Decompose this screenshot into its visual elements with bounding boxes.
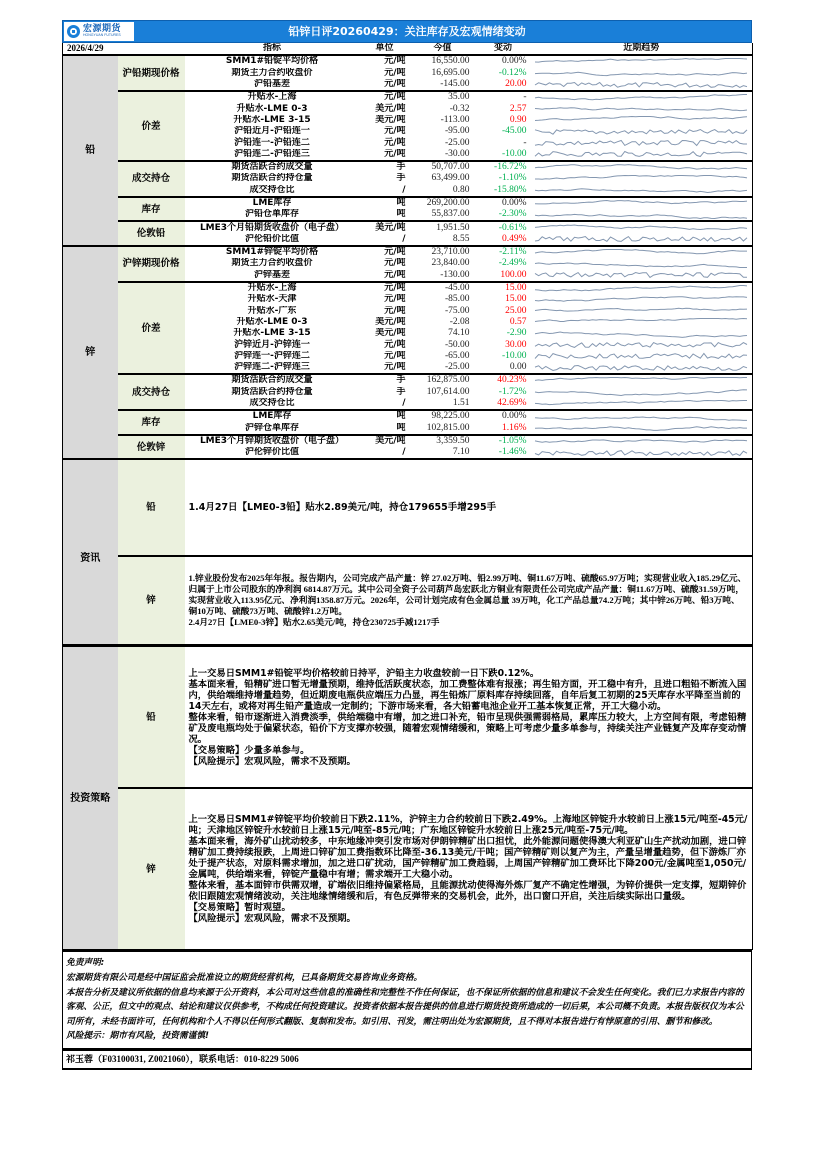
indicator-name: 沪锌基差 <box>253 269 290 280</box>
trend-sparkline <box>531 282 753 294</box>
indicator-name: 沪锌近月-沪锌连一 <box>234 339 310 350</box>
unit: 元/吨 <box>384 258 406 269</box>
col-unit: 单位 <box>360 43 410 55</box>
sparkline-icon <box>531 57 751 67</box>
strategy-paragraph: 上一交易日SMM1#铅锭平均价格较前日持平，沪铅主力收盘较前一日下跌0.12%。 <box>188 667 540 679</box>
sparkline-icon <box>531 185 751 195</box>
indicator-name: 沪铅连二-沪铅连三 <box>234 148 310 159</box>
sparkline-icon <box>531 423 751 433</box>
change-value: 25.00 <box>505 305 527 316</box>
contact-label: ，联系电话： <box>190 1054 245 1065</box>
indicator-name: LME3个月锌期货收盘价（电子盘） <box>185 435 360 447</box>
indicator-name: 期货主力合约收盘价 <box>231 67 313 78</box>
data-table <box>62 43 753 458</box>
current-value: 0.80 <box>452 184 470 195</box>
sparkline-icon <box>531 149 751 159</box>
current-value: 50,707.00 <box>410 161 476 173</box>
current-value: 1,951.50 <box>410 221 476 233</box>
unit: 元/吨 <box>384 79 406 90</box>
current-value: -50.00 <box>444 339 470 350</box>
current-value: -75.00 <box>444 305 470 316</box>
logo-cn-text: 宏源期货 <box>83 24 122 35</box>
change-value: -15.80% <box>494 184 527 195</box>
table-row <box>63 246 753 258</box>
trend-sparkline <box>531 185 753 197</box>
sparkline-icon <box>531 138 751 148</box>
analyst-name: 祁玉蓉 <box>66 1054 94 1065</box>
indicator-name: 沪铅连一-沪铅连二 <box>234 137 310 148</box>
strategy-paragraph: 上一交易日SMM1#锌锭平均价较前日下跌2.11%，沪锌主力合约较前日下跌2.49%。上海地区锌锭升水较前日上涨15元/吨至-45元/吨；天津地区锌锭升水较前日上涨15元/吨至-85元/吨；广东地区锌锭升水较前日上涨25元/吨至-75元/吨。 <box>188 814 748 837</box>
change-value: -10.00 <box>501 350 527 361</box>
unit: 元/吨 <box>384 339 406 350</box>
indicator-name: 升贴水-LME 0-3 <box>236 316 308 327</box>
table-row <box>63 282 753 294</box>
group-label: 库存 <box>118 410 185 435</box>
sparkline-icon <box>531 223 751 233</box>
table-row <box>63 161 753 173</box>
news-category: 资讯 <box>63 459 118 645</box>
unit: 美元/吨 <box>375 328 406 339</box>
strategy-paragraph: 【风险提示】宏观风险，需求不及预期。 <box>188 913 356 925</box>
trend-sparkline <box>531 270 753 282</box>
current-value: 23,710.00 <box>410 246 476 258</box>
change-value: -2.49% <box>498 258 527 269</box>
unit: / <box>402 447 406 458</box>
trend-sparkline <box>531 374 753 386</box>
table-row <box>63 221 753 233</box>
trend-sparkline <box>531 362 753 374</box>
logo-en-text: HONGYUAN FUTURES <box>83 33 121 38</box>
change-value: 100.00 <box>500 269 527 280</box>
news-zinc-text <box>185 556 753 645</box>
sparkline-icon <box>531 448 751 458</box>
sparkline-icon <box>531 284 751 294</box>
indicator-name: 期货活跃合约持仓量 <box>231 173 313 184</box>
indicator-name: 期货活跃合约成交量 <box>185 374 360 386</box>
trend-sparkline <box>531 328 753 339</box>
trend-sparkline <box>531 79 753 91</box>
trend-sparkline <box>531 435 753 447</box>
trend-sparkline <box>531 197 753 209</box>
news-table <box>62 458 753 645</box>
unit: 元/吨 <box>384 269 406 280</box>
change-value: 20.00 <box>505 79 527 90</box>
current-value: -145.00 <box>440 79 470 90</box>
trend-sparkline <box>531 398 753 410</box>
strategy-table <box>62 645 753 950</box>
indicator-name: SMM1#锌锭平均价格 <box>185 246 360 258</box>
trend-sparkline <box>531 149 753 161</box>
indicator-name: 沪铅仓单库存 <box>244 209 299 220</box>
sparkline-icon <box>531 295 751 305</box>
sparkline-icon <box>531 351 751 361</box>
indicator-name: 升贴水-LME 3-15 <box>233 114 311 125</box>
change-value: -16.72% <box>476 161 531 173</box>
change-value: -45.00 <box>501 126 527 137</box>
trend-sparkline <box>531 351 753 362</box>
unit: 元/吨 <box>384 148 406 159</box>
sparkline-icon <box>531 376 751 386</box>
change-value: -1.46% <box>498 447 527 458</box>
current-value: -2.08 <box>449 316 470 327</box>
change-value: -2.30% <box>498 209 527 220</box>
trend-sparkline <box>531 115 753 126</box>
trend-sparkline <box>531 55 753 67</box>
unit: 手 <box>396 173 406 184</box>
disclaimer-title: 免责声明: <box>66 958 105 969</box>
change-value: -1.72% <box>498 386 527 397</box>
indicator-name: 成交持仓比 <box>249 184 295 195</box>
current-value: -25.00 <box>444 137 470 148</box>
change-value: -0.61% <box>476 221 531 233</box>
strategy-paragraph: 整体来看，铅市逐渐进入消费淡季，供给端稳中有增，加之进口补充，铅市呈现供强需弱格局，累库压力较大，上方空间有限，考虑铅精矿及废电瓶均处于偏紧状态，铅价下方支撑亦较强，随着宏观情绪缓和，策略上可考虑少量多单参与，持续关注产业链复产及库存变动情况。 <box>188 711 747 745</box>
sparkline-icon <box>531 199 751 209</box>
unit: 吨 <box>360 410 410 422</box>
news-zinc-item-2: 2.4月27日【LME0-3锌】贴水2.65美元/吨，持仓230725手减1217手 <box>188 617 440 628</box>
current-value: 16,695.00 <box>431 67 470 78</box>
indicator-name: 升贴水-上海 <box>185 91 360 103</box>
table-row <box>63 374 753 386</box>
change-value: - <box>476 91 531 103</box>
unit: 元/吨 <box>360 91 410 103</box>
indicator-name: 升贴水-LME 0-3 <box>236 103 308 114</box>
trend-sparkline <box>531 161 753 173</box>
disclaimer-line: 风险提示：期市有风险，投资需谨慎! <box>66 1031 209 1042</box>
trend-sparkline <box>531 317 753 328</box>
change-value: 0.90 <box>509 114 527 125</box>
sparkline-icon <box>531 270 751 280</box>
indicator-name: 沪伦铅价比值 <box>244 233 299 244</box>
group-label: 成交持仓 <box>118 161 185 197</box>
current-value: 74.10 <box>448 328 470 339</box>
news-lead-text: 1.4月27日【LME0-3铅】贴水2.89美元/吨，持仓179655手增295手 <box>188 502 497 514</box>
change-value: 0.49% <box>501 233 527 244</box>
strategy-zinc-label: 锌 <box>118 788 185 950</box>
col-value: 今值 <box>410 43 476 55</box>
table-row <box>63 410 753 422</box>
indicator-name: SMM1#铅锭平均价格 <box>185 55 360 67</box>
change-value: -1.05% <box>476 435 531 447</box>
sparkline-icon <box>531 115 751 125</box>
indicator-name: 沪铅近月-沪铅连一 <box>234 126 310 137</box>
strategy-lead-text <box>185 646 753 788</box>
analyst-footer <box>62 1049 752 1070</box>
trend-sparkline <box>531 137 753 148</box>
indicator-name: 沪锌连二-沪锌连三 <box>234 362 310 373</box>
strategy-row-lead <box>63 646 753 788</box>
group-label: 价差 <box>118 282 185 374</box>
disclaimer-block <box>62 950 752 1049</box>
unit: 美元/吨 <box>375 114 406 125</box>
current-value: 107,614.00 <box>426 386 470 397</box>
change-value: 42.69% <box>497 398 527 409</box>
trend-sparkline <box>531 423 753 435</box>
sparkline-icon <box>531 127 751 137</box>
current-value: -113.00 <box>440 114 470 125</box>
sparkline-icon <box>531 399 751 409</box>
sparkline-icon <box>531 210 751 220</box>
indicator-name: 升贴水-广东 <box>247 305 297 316</box>
trend-sparkline <box>531 339 753 350</box>
change-value: -2.11% <box>476 246 531 258</box>
unit: 美元/吨 <box>360 221 410 233</box>
trend-sparkline <box>531 173 753 184</box>
trend-sparkline <box>531 126 753 137</box>
current-value: 162,875.00 <box>410 374 476 386</box>
current-value: 98,225.00 <box>410 410 476 422</box>
unit: 元/吨 <box>384 137 406 148</box>
unit: 元/吨 <box>384 294 406 305</box>
trend-sparkline <box>531 246 753 258</box>
current-value: 102,815.00 <box>426 422 470 433</box>
analyst-credentials: （F03100031, Z0021060） <box>93 1053 191 1064</box>
sparkline-icon <box>531 163 751 173</box>
indicator-name: 升贴水-上海 <box>185 282 360 294</box>
indicator-name: 升贴水-LME 3-15 <box>233 328 311 339</box>
indicator-name: 期货活跃合约持仓量 <box>231 386 313 397</box>
change-value: - <box>523 137 527 148</box>
group-label: 成交持仓 <box>118 374 185 410</box>
current-value: 3,359.50 <box>410 435 476 447</box>
unit: 元/吨 <box>360 282 410 294</box>
col-change: 变动 <box>476 43 531 55</box>
sparkline-icon <box>531 306 751 316</box>
change-value: -1.10% <box>498 173 527 184</box>
indicator-name: LME库存 <box>185 197 360 209</box>
unit: 元/吨 <box>360 55 410 67</box>
trend-sparkline <box>531 387 753 398</box>
current-value: 1.51 <box>452 398 470 409</box>
indicator-name: 沪锌仓单库存 <box>244 422 299 433</box>
sparkline-icon <box>531 412 751 422</box>
change-value: 0.00% <box>476 55 531 67</box>
change-value: 0.00 <box>509 362 527 373</box>
change-value: 0.57 <box>509 316 527 327</box>
current-value: -25.00 <box>444 362 470 373</box>
strategy-row-zinc <box>63 788 753 950</box>
current-value: -130.00 <box>440 269 470 280</box>
strategy-paragraph: 基本面来看，海外矿山扰动较多，中东地缘冲突引发市场对伊朗锌精矿出口担忧，此外能源问题使得澳大利亚矿山生产扰动加剧，进口锌精矿加工费持续报跌，上周进口锌矿加工费指数环比降至-36.13美元/干吨；国产锌精矿则以复产为主，产量呈增量趋势，但下游炼厂亦处于提产状态，对原料需求增加，加之进口矿扰动，国产锌精矿加工费趋弱，上周国产锌精矿加工费环比下降200元/金属吨至1,050元/金属吨，供给端来看，锌锭产量稳中有增；需求端开工大稳小动。 <box>188 836 747 881</box>
group-label: 伦敦锌 <box>118 435 185 459</box>
strategy-paragraph: 整体来看，基本面锌市供需双增，矿端依旧维持偏紧格局，且能源扰动使得海外炼厂复产不确定性增强，为锌价提供一定支撑，短期锌价依旧跟随宏观情绪波动，关注地缘情绪缓和后，有色反弹带来的交易机会，此外，出口窗口开启，关注后续实际出口量级。 <box>188 880 747 903</box>
current-value: -95.00 <box>444 126 470 137</box>
indicator-name: LME库存 <box>185 410 360 422</box>
strategy-lead-label: 铅 <box>118 646 185 788</box>
indicator-name: 升贴水-天津 <box>247 294 297 305</box>
unit: 吨 <box>396 422 406 433</box>
report-title: 铅锌日评20260429：关注库存及宏观情绪变动 <box>288 25 526 38</box>
unit: 手 <box>360 161 410 173</box>
unit: 吨 <box>396 209 406 220</box>
change-value: 15.00 <box>505 294 527 305</box>
sparkline-icon <box>531 248 751 258</box>
group-label: 沪铅期现价格 <box>118 55 185 91</box>
trend-sparkline <box>531 306 753 317</box>
sparkline-icon <box>531 363 751 373</box>
sparkline-icon <box>531 387 751 397</box>
change-value: 15.00 <box>476 282 531 294</box>
table-row <box>63 435 753 447</box>
indicator-name: 成交持仓比 <box>249 398 295 409</box>
group-label: 沪锌期现价格 <box>118 246 185 282</box>
unit: / <box>402 233 406 244</box>
indicator-name: 期货活跃合约成交量 <box>185 161 360 173</box>
current-value: 269,200.00 <box>410 197 476 209</box>
change-value: -2.90 <box>506 328 527 339</box>
report-date: 2026/4/29 <box>63 43 118 55</box>
sparkline-icon <box>531 93 751 103</box>
col-indicator: 指标 <box>185 43 360 55</box>
indicator-name: 沪锌连一-沪锌连二 <box>234 350 310 361</box>
unit: 美元/吨 <box>375 316 406 327</box>
current-value: 63,499.00 <box>431 173 470 184</box>
indicator-name: 沪伦锌价比值 <box>244 447 299 458</box>
unit: 美元/吨 <box>360 435 410 447</box>
unit: 元/吨 <box>384 350 406 361</box>
strategy-zinc-text <box>185 788 753 950</box>
change-value: 30.00 <box>505 339 527 350</box>
sparkline-icon <box>531 234 751 244</box>
group-label: 伦敦铅 <box>118 221 185 246</box>
current-value: 16,550.00 <box>410 55 476 67</box>
change-value: 1.16% <box>501 422 527 433</box>
table-row <box>63 55 753 67</box>
unit: / <box>402 398 406 409</box>
trend-sparkline <box>531 258 753 269</box>
current-value: -65.00 <box>444 350 470 361</box>
news-row-zinc <box>63 556 753 645</box>
sparkline-icon <box>531 68 751 78</box>
indicator-name: 期货主力合约收盘价 <box>231 258 313 269</box>
disclaimer-line: 宏源期货有限公司是经中国证监会批准设立的期货经营机构，已具备期货交易咨询业务资格。 <box>66 972 423 983</box>
current-value: 23,840.00 <box>431 258 470 269</box>
current-value: -30.00 <box>444 148 470 159</box>
contact-phone: 010-8229 5006 <box>244 1053 299 1064</box>
news-zinc-label: 锌 <box>118 556 185 645</box>
current-value: 55,837.00 <box>431 209 470 220</box>
trend-sparkline <box>531 294 753 305</box>
strategy-paragraph: 【风险提示】宏观风险，需求不及预期。 <box>188 755 356 767</box>
category-zinc: 锌 <box>63 246 118 458</box>
current-value: 7.10 <box>452 447 470 458</box>
news-lead-label: 铅 <box>118 459 185 556</box>
disclaimer-line: 本报告分析及建议所依据的信息均来源于公开资料，本公司对这些信息的准确性和完整性不作任何保证，也不保证所依据的信息和建议不会发生任何变化。我们已力求报告内容的客观、公正，但文中的观点、结论和建议仅供参考，不构成任何投资建议。投资者依据本报告提供的信息进行期货投资所造成的一切后果，本公司概不负责。本报告版权仅为本公司所有，未经书面许可，任何机构和个人不得以任何形式翻版、复制和发布。如引用、刊发，需注明出处为宏源期货，且不得对本报告进行有悖原意的引用、删节和修改。 <box>66 987 744 1027</box>
table-row <box>63 197 753 209</box>
unit: 手 <box>360 374 410 386</box>
unit: 元/吨 <box>384 67 406 78</box>
strategy-paragraph: 【交易策略】少量多单参与。 <box>188 744 310 756</box>
trend-sparkline <box>531 234 753 246</box>
news-zinc-item-1: 1.锌业股份发布2025年年报。报告期内，公司完成产品产量：锌 27.02万吨、铅2.99万吨、铜11.67万吨、硫酸65.97万吨；实现营业收入185.29亿元、归属于上市公司股东的净利润 6814.87万元。其中公司全资子公司葫芦岛宏跃北方铜业有限责任公司完成产品产量：铜11.67万吨、硫酸31.59万吨，实现营业收入113.95亿元、净利润1358.87万元。2026年，公司计划完成有色金属总量 39万吨，化工产品总量74.2万吨；其中锌26万吨、铅3万吨、铜10万吨、硫酸73万吨、硫酸锌1.2万吨。 <box>188 573 747 617</box>
strategy-paragraph: 基本面来看，铅精矿进口暂无增量预期，维持低活跃度状态，加工费整体难有报涨；再生铅方面，开工稳中有升，且进口粗铅不断流入国内，供给端维持增量趋势，但近期废电瓶供应端压力凸显，再生铅炼厂原料库存持续回落，自年后复工初期的25天库存水平降至当前的14天左右，或将对再生铅产量造成一定制约；下游市场来看，各大铅蓄电池企业开工基本恢复正常，开工大稳小动。 <box>188 678 747 712</box>
change-value: 0.00% <box>476 197 531 209</box>
indicator-name: 沪铅基差 <box>253 79 290 90</box>
unit: 吨 <box>360 197 410 209</box>
unit: 元/吨 <box>360 246 410 258</box>
strategy-paragraph: 【交易策略】暂时观望。 <box>188 902 291 914</box>
indicator-name: LME3个月铅期货收盘价（电子盘） <box>185 221 360 233</box>
report-page <box>62 20 752 1070</box>
trend-sparkline <box>531 209 753 221</box>
sparkline-icon <box>531 174 751 184</box>
column-header-row <box>63 43 753 55</box>
trend-sparkline <box>531 221 753 233</box>
trend-sparkline <box>531 103 753 114</box>
report-header <box>62 20 752 43</box>
current-value: -45.00 <box>410 282 476 294</box>
table-row <box>63 91 753 103</box>
change-value: 0.00% <box>476 410 531 422</box>
sparkline-icon <box>531 104 751 114</box>
strategy-category: 投资策略 <box>63 646 118 950</box>
sparkline-icon <box>531 436 751 446</box>
unit: 美元/吨 <box>375 103 406 114</box>
sparkline-icon <box>531 80 751 90</box>
trend-sparkline <box>531 410 753 422</box>
unit: / <box>402 184 406 195</box>
unit: 元/吨 <box>384 126 406 137</box>
group-label: 价差 <box>118 91 185 161</box>
group-label: 库存 <box>118 197 185 222</box>
current-value: 8.55 <box>452 233 470 244</box>
sparkline-icon <box>531 329 751 339</box>
unit: 元/吨 <box>384 305 406 316</box>
sparkline-icon <box>531 340 751 350</box>
current-value: 35.00 <box>410 91 476 103</box>
trend-sparkline <box>531 91 753 103</box>
news-row-lead <box>63 459 753 556</box>
current-value: -0.32 <box>449 103 470 114</box>
current-value: -85.00 <box>444 294 470 305</box>
unit: 元/吨 <box>384 362 406 373</box>
trend-sparkline <box>531 68 753 79</box>
change-value: -10.00 <box>501 148 527 159</box>
change-value: -0.12% <box>498 67 527 78</box>
category-lead: 铅 <box>63 55 118 246</box>
col-trend: 近期趋势 <box>531 43 753 55</box>
change-value: 40.23% <box>476 374 531 386</box>
sparkline-icon <box>531 259 751 269</box>
trend-sparkline <box>531 447 753 458</box>
sparkline-icon <box>531 317 751 327</box>
unit: 手 <box>396 386 406 397</box>
change-value: 2.57 <box>509 103 527 114</box>
